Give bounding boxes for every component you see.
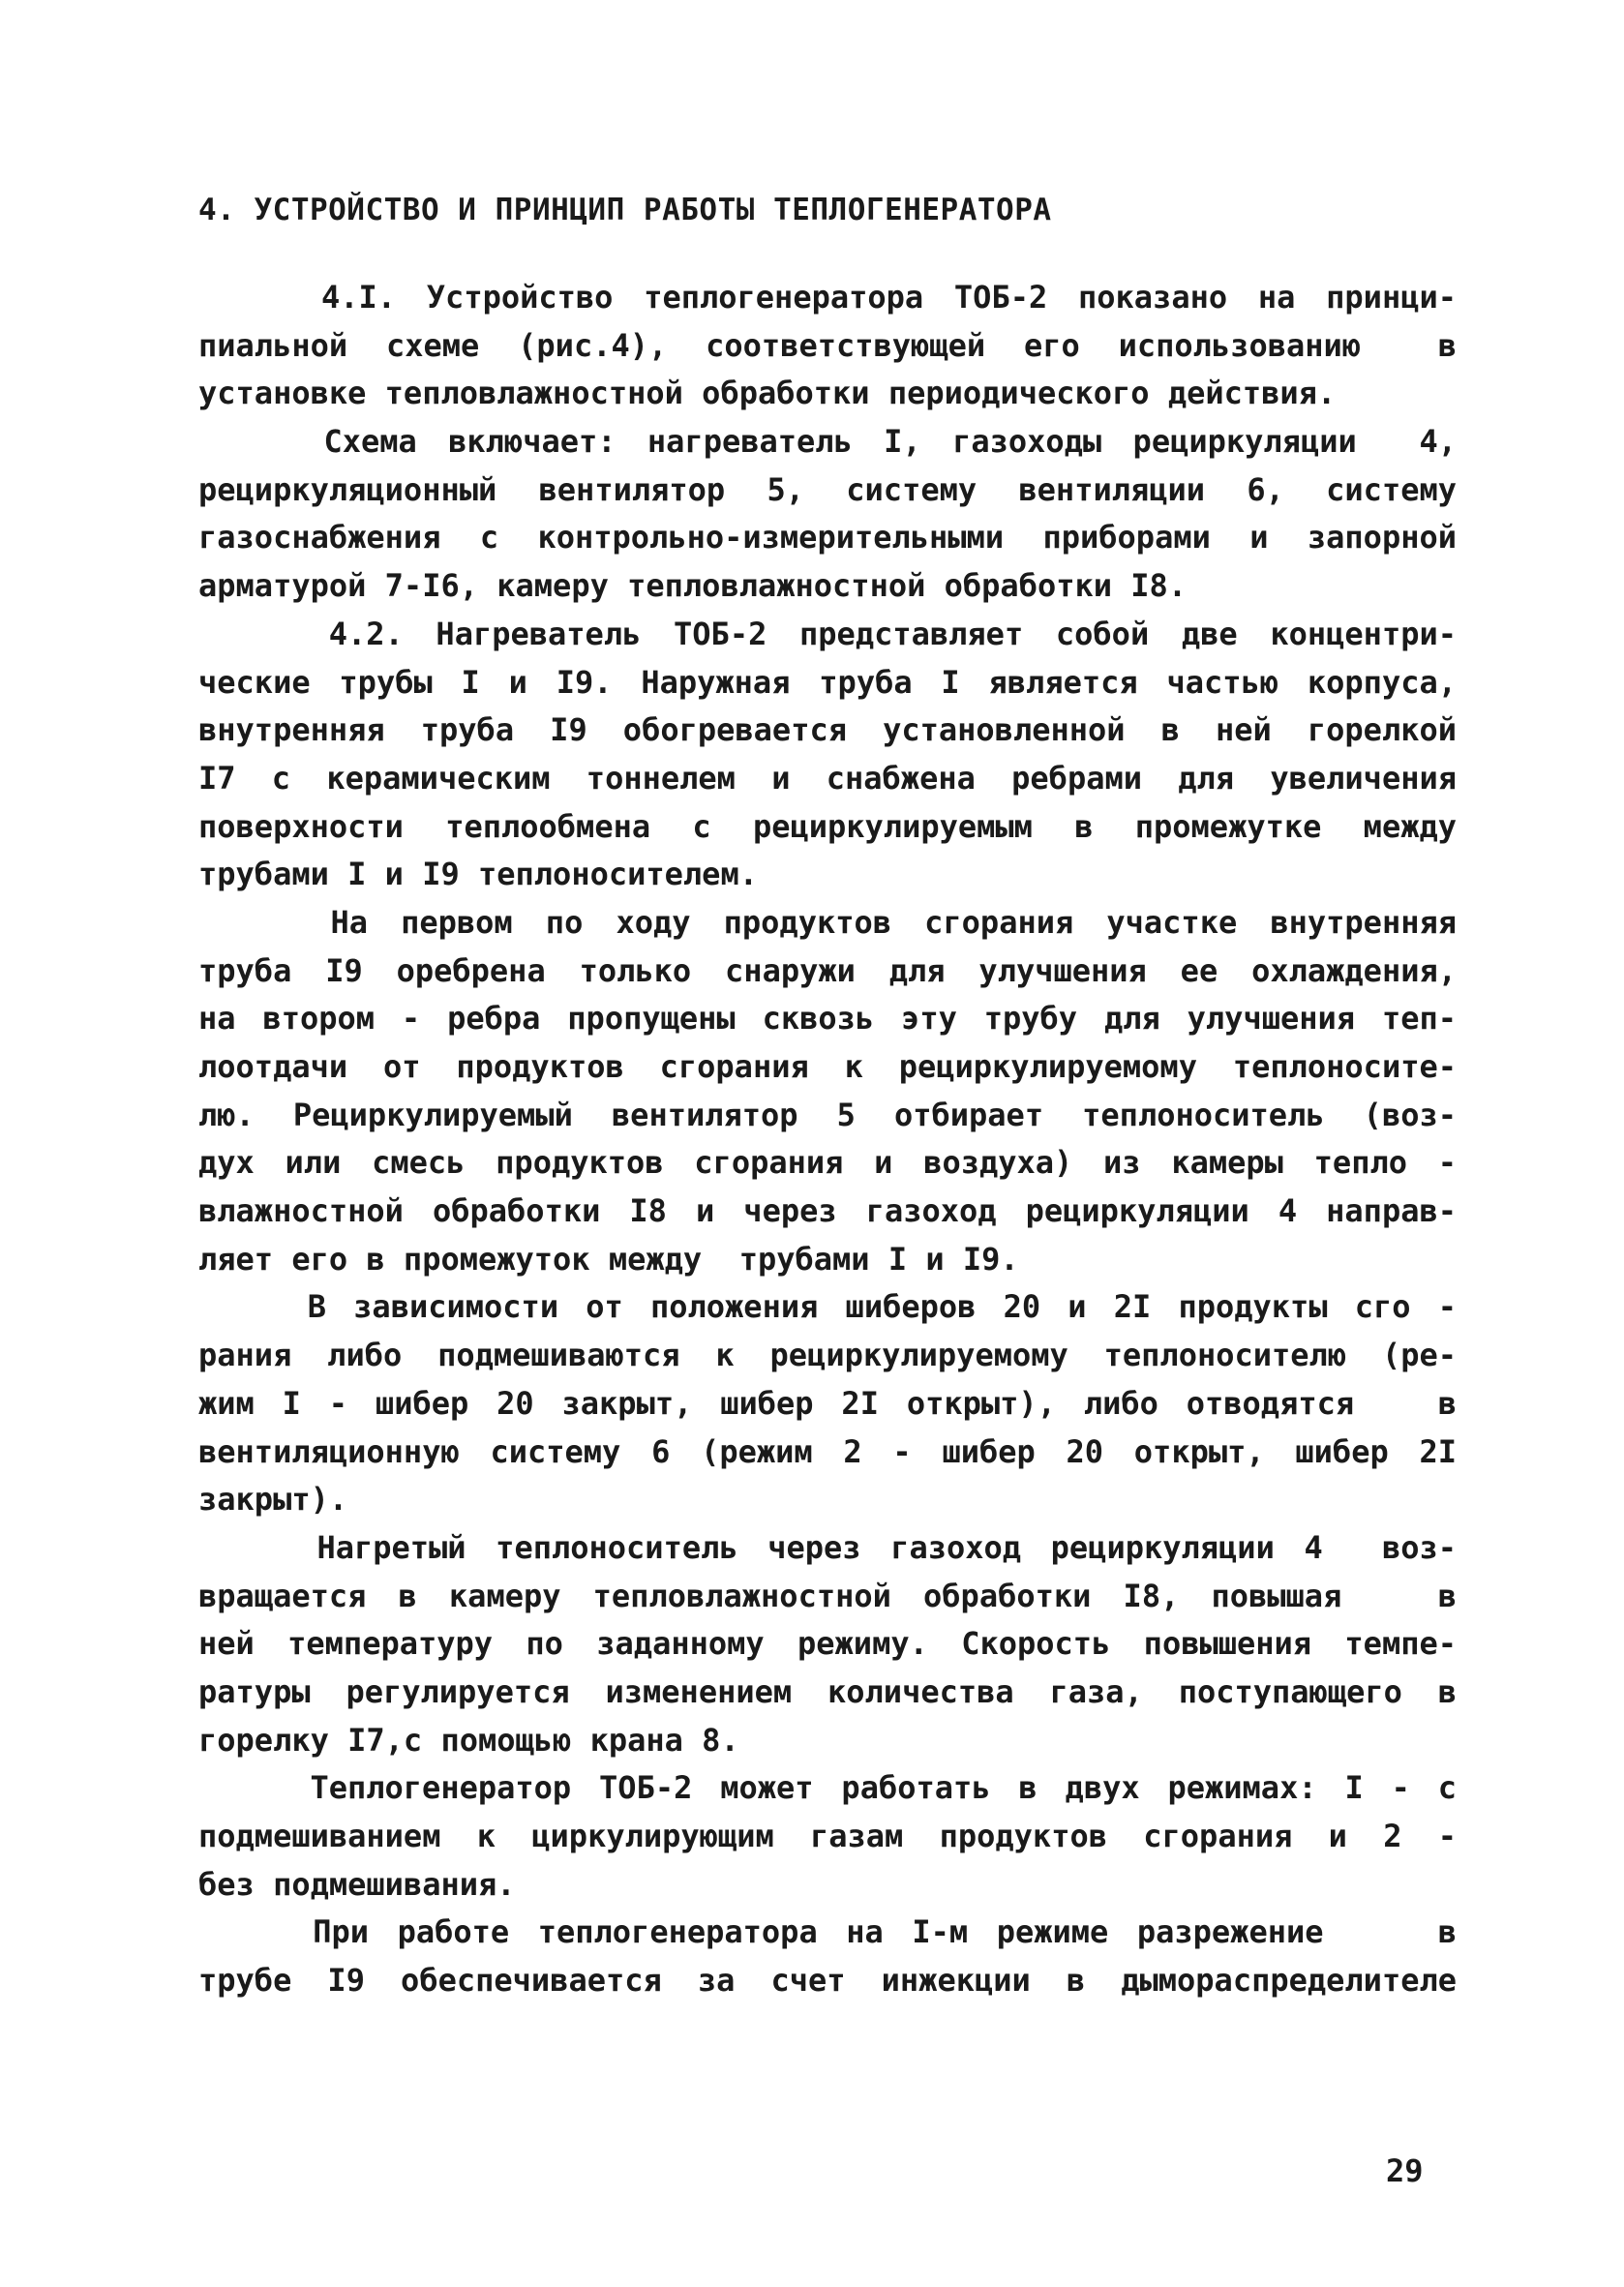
text-line: трубе I9 обеспечивается за счет инжекции в дыморaспределителе: [198, 1962, 1457, 2000]
text-line: без подмешивания.: [198, 1865, 516, 1903]
text-line: ней температуру по заданному режиму. Скорость повышения темпе-: [198, 1625, 1457, 1663]
text-line: В зависимости от положения шиберов 20 и 2I продукты сго -: [198, 1288, 1457, 1326]
text-line: газоснабжения с контрольно-измерительными приборами и запорной: [198, 519, 1457, 557]
text-line: вентиляционную систему 6 (режим 2 - шибер 20 открыт, шибер 2I: [198, 1432, 1457, 1470]
text-line: труба I9 оребрена только снаружи для улучшения ее охлаждения,: [198, 951, 1457, 989]
text-line: Нагретый теплоноситель через газоход рециркуляции 4 воз-: [198, 1528, 1457, 1566]
text-line: вращается в камеру тепловлажностной обработки I8, повышая в: [198, 1577, 1457, 1614]
text-line: влажностной обработки I8 и через газоход рециркуляции 4 направ-: [198, 1192, 1457, 1230]
text-line: ратуры регулируется изменением количества газа, поступающего в: [198, 1672, 1457, 1710]
section-heading: 4. УСТРОЙСТВО И ПРИНЦИП РАБОТЫ ТЕПЛОГЕНЕРАТОРА: [198, 193, 1052, 227]
text-line: рециркуляционный вентилятор 5, систему вентиляции 6, систему: [198, 470, 1457, 508]
text-line: I7 с керамическим тоннелем и снабжена ребрами для увеличения: [198, 759, 1457, 797]
text-line: Теплогенератор ТОБ-2 может работать в двух режимах: I - с: [198, 1769, 1457, 1807]
text-line: При работе теплогенератора на I-м режиме разрежение в: [198, 1913, 1457, 1951]
text-line: жим I - шибер 20 закрыт, шибер 2I открыт), либо отводятся в: [198, 1384, 1457, 1422]
text-line: 4.2. Нагреватель ТОБ-2 представляет собой две концентри-: [198, 615, 1457, 652]
text-line: горелку I7,с помощью крана 8.: [198, 1721, 739, 1759]
text-line: рания либо подмешиваются к рециркулируемому теплоносителю (ре-: [198, 1337, 1457, 1374]
text-line: ляет его в промежуток между трубами I и I9.: [198, 1240, 1019, 1278]
body-text: [198, 274, 1457, 2005]
text-line: ческие трубы I и I9. Наружная труба I является частью корпуса,: [198, 663, 1457, 701]
text-line: дух или смесь продуктов сгорания и воздуха) из камеры тепло -: [198, 1144, 1457, 1182]
text-line: 4.I. Устройство теплогенератора ТОБ-2 показано на принци-: [198, 279, 1457, 316]
text-line: на втором - ребра пропущены сквозь эту трубу для улучшения теп-: [198, 1000, 1457, 1038]
text-line: Схема включает: нагреватель I, газоходы рециркуляции 4,: [198, 423, 1457, 461]
text-line: подмешиванием к циркулирующим газам продуктов сгорания и 2 -: [198, 1818, 1457, 1854]
text-line: лю. Рециркулируемый вентилятор 5 отбирает теплоноситель (воз-: [198, 1096, 1457, 1133]
text-line: арматурой 7-I6, камеру тепловлажностной обработки I8.: [198, 567, 1188, 605]
text-line: поверхности теплообмена с рециркулируемым в промежутке между: [198, 807, 1457, 845]
text-line: трубами I и I9 теплоносителем.: [198, 856, 758, 893]
page-number: 29: [1386, 2152, 1424, 2189]
text-line: внутренняя труба I9 обогревается установленной в ней горелкой: [198, 711, 1457, 749]
text-line: установке тепловлажностной обработки периодического действия.: [198, 375, 1337, 412]
text-line: пиальной схеме (рис.4), соответствующей его использованию в: [198, 326, 1457, 364]
text-line: На первом по ходу продуктов сгорания участке внутренняя: [198, 903, 1457, 941]
text-line: закрыт).: [198, 1481, 348, 1519]
text-line: лоотдачи от продуктов сгорания к рециркулируемому теплоносите-: [198, 1048, 1457, 1085]
